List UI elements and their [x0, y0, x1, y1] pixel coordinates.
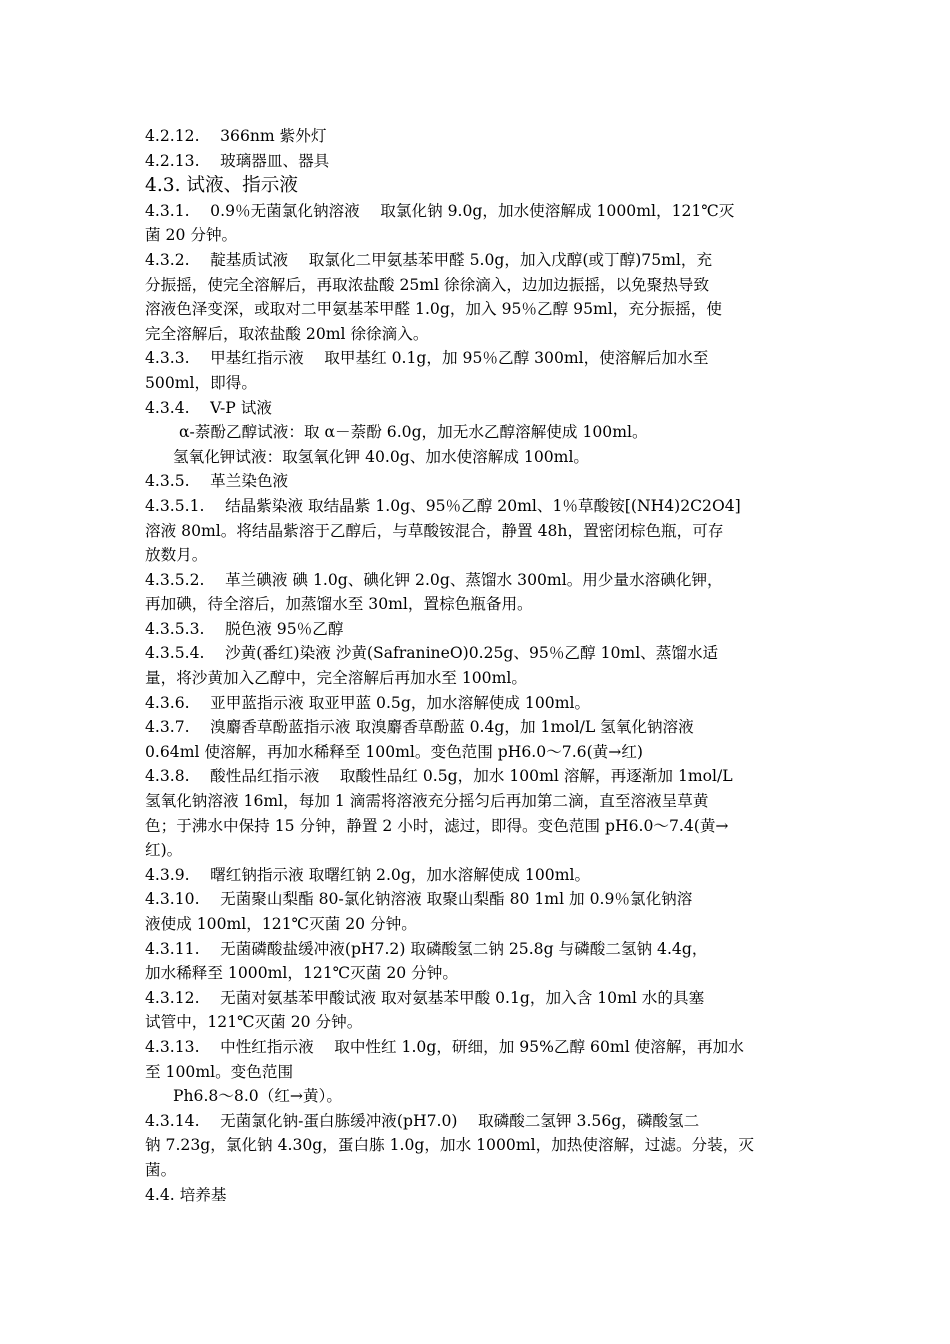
item-4-3-13-cont-1: 至 100ml。变色范围: [145, 1062, 294, 1081]
item-4-3-5-2-cont: 再加碘，待全溶后，加蒸馏水至 30ml，置棕色瓶备用。: [145, 595, 533, 614]
item-4-3-5-1-cont-2: 放数月。: [145, 546, 208, 565]
item-4-3-7-cont: 0.64ml 使溶解，再加水稀释至 100ml。变色范围 pH6.0～7.6(黄→红): [145, 742, 644, 761]
item-4-3-5-4-cont: 量，将沙黄加入乙醇中，完全溶解后再加水至 100ml。: [145, 669, 527, 688]
item-4-3-12: 4.3.12. 无菌对氨基苯甲酸试液 取对氨基苯甲酸 0.1g，加入含 10ml 水的具塞: [145, 988, 705, 1007]
document-body: [145, 124, 813, 1207]
item-4-3-8-cont-1: 氢氧化钠溶液 16ml，每加 1 滴需将溶液充分摇匀后再加第二滴，直至溶液呈草黄: [145, 792, 709, 811]
item-4-3-14-cont-2: 菌。: [145, 1160, 177, 1179]
item-4-3-11-cont: 加水稀释至 1000ml，121℃灭菌 20 分钟。: [145, 964, 458, 983]
item-4-3-9: 4.3.9. 曙红钠指示液 取曙红钠 2.0g，加水溶解使成 100ml。: [145, 865, 591, 884]
item-4-3-3-cont: 500ml，即得。: [145, 373, 257, 392]
item-4-3-2-cont-1: 分振摇，使完全溶解后，再取浓盐酸 25ml 徐徐滴入，边加边振摇，以免聚热导致: [145, 275, 710, 294]
item-4-3-8-cont-2: 色；于沸水中保持 15 分钟，静置 2 小时，滤过，即得。变色范围 pH6.0～7.4(黄→: [145, 816, 729, 835]
item-4-3-1: 4.3.1. 0.9％无菌氯化钠溶液 取氯化钠 9.0g，加水使溶解成 1000ml，121℃灭: [145, 201, 735, 220]
item-4-3-10-cont: 液使成 100ml，121℃灭菌 20 分钟。: [145, 915, 417, 933]
item-4-3-4-sub-2: 氢氧化钾试液：取氢氧化钾 40.0g、加水使溶解成 100ml。: [173, 447, 590, 466]
item-4-3-10: 4.3.10. 无菌聚山梨酯 80-氯化钠溶液 取聚山梨酯 80 1ml 加 0.9％氯化钠溶: [145, 890, 693, 909]
section-heading-4-3: 4.3. 试液、指示液: [145, 175, 298, 197]
item-4-2-12: 4.2.12. 366nm 紫外灯: [145, 127, 327, 145]
item-4-3-11: 4.3.11. 无菌磷酸盐缓冲液(pH7.2) 取磷酸氢二钠 25.8g 与磷酸二氢钠 4.4g，: [145, 939, 708, 958]
item-4-3-5-1: 4.3.5.1. 结晶紫染液 取结晶紫 1.0g、95％乙醇 20ml、1％草酸铵[(NH4)2C2O4]: [145, 496, 741, 515]
item-4-3-2-cont-2: 溶液色泽变深，或取对二甲氨基苯甲醛 1.0g，加入 95％乙醇 95ml，充分振摇，使: [145, 300, 722, 319]
item-4-3-5-4: 4.3.5.4. 沙黄(番红)染液 沙黄(SafranineO)0.25g、95％乙醇 10ml、蒸馏水适: [145, 644, 719, 663]
item-4-3-14-cont-1: 钠 7.23g，氯化钠 4.30g，蛋白胨 1.0g，加水 1000ml，加热使溶解，过滤。分装，灭: [145, 1136, 754, 1155]
item-4-3-8: 4.3.8. 酸性品红指示液 取酸性品红 0.5g，加水 100ml 溶解，再逐渐加 1mol/L: [145, 767, 733, 786]
item-4-3-13: 4.3.13. 中性红指示液 取中性红 1.0g，研细，加 95%乙醇 60ml 使溶解，再加水: [145, 1037, 744, 1056]
item-4-3-4-sub-1: α-萘酚乙醇试液：取 α－萘酚 6.0g，加无水乙醇溶解使成 100ml。: [179, 423, 648, 442]
section-heading-4-4: 4.4. 培养基: [145, 1185, 227, 1204]
item-4-3-14: 4.3.14. 无菌氯化钠-蛋白胨缓冲液(pH7.0) 取磷酸二氢钾 3.56g，磷酸氢二: [145, 1111, 700, 1130]
item-4-2-13: 4.2.13. 玻璃器皿、器具: [145, 151, 330, 170]
item-4-3-2-cont-3: 完全溶解后，取浓盐酸 20ml 徐徐滴入。: [145, 324, 429, 343]
item-4-3-5: 4.3.5. 革兰染色液: [145, 472, 289, 491]
item-4-3-2: 4.3.2. 靛基质试液 取氯化二甲氨基苯甲醛 5.0g，加入戊醇(或丁醇)75ml，充: [145, 250, 713, 269]
item-4-3-3: 4.3.3. 甲基红指示液 取甲基红 0.1g，加 95％乙醇 300ml，使溶解后加水至: [145, 349, 709, 368]
item-4-3-6: 4.3.6. 亚甲蓝指示液 取亚甲蓝 0.5g，加水溶解使成 100ml。: [145, 693, 591, 712]
item-4-3-12-cont: 试管中，121℃灭菌 20 分钟。: [145, 1013, 363, 1032]
item-4-3-4: 4.3.4. V-P 试液: [145, 398, 272, 417]
item-4-3-7: 4.3.7. 溴麝香草酚蓝指示液 取溴麝香草酚蓝 0.4g，加 1mol/L 氢氧化钠溶液: [145, 718, 694, 737]
item-4-3-1-cont: 菌 20 分钟。: [145, 226, 238, 245]
item-4-3-5-3: 4.3.5.3. 脱色液 95％乙醇: [145, 619, 344, 638]
item-4-3-13-cont-2: Ph6.8～8.0（红→黄）。: [173, 1087, 342, 1106]
item-4-3-5-2: 4.3.5.2. 革兰碘液 碘 1.0g、碘化钾 2.0g、蒸馏水 300ml。用少量水溶碘化钾，: [145, 570, 723, 589]
item-4-3-8-cont-3: 红)。: [145, 841, 183, 860]
item-4-3-5-1-cont-1: 溶液 80ml。将结晶紫溶于乙醇后，与草酸铵混合，静置 48h，置密闭棕色瓶，可存: [145, 521, 724, 540]
